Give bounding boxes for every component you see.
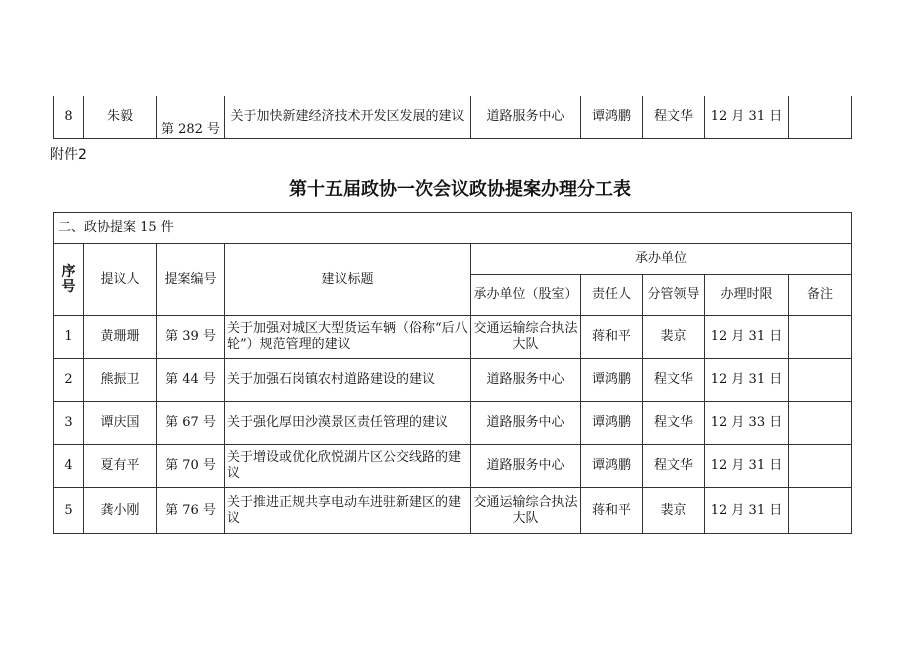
deadline-cell: 12 月 31 日 [705,359,789,402]
proposer-cell: 谭庆国 [84,402,157,445]
header-row [54,244,852,275]
header-person: 责任人 [581,275,643,316]
proposer-cell: 朱毅 [84,96,157,139]
leader-cell: 裴京 [643,316,705,359]
table-row [54,488,852,534]
proposal-table [53,212,852,534]
header-remark: 备注 [789,275,852,316]
person-cell: 谭鸿鹏 [581,445,643,488]
number-cell: 第 44 号 [157,359,225,402]
remark-cell [789,316,852,359]
attachment-label: 附件2 [50,147,87,163]
title-cell: 关于强化厚田沙漠景区责任管理的建议 [225,402,471,445]
seq-cell: 8 [54,96,84,139]
section-row [54,213,852,244]
unit-cell: 道路服务中心 [471,445,581,488]
unit-cell: 交通运输综合执法大队 [471,316,581,359]
table-row [54,445,852,488]
person-cell: 蒋和平 [581,316,643,359]
table-row [54,316,852,359]
seq-cell: 1 [54,316,84,359]
section-label: 二、政协提案 15 件 [54,213,852,244]
title-cell: 关于加强石岗镇农村道路建设的建议 [225,359,471,402]
header-unit: 承办单位（股室） [471,275,581,316]
remark-cell [789,359,852,402]
leader-cell: 程文华 [643,402,705,445]
header-proposer: 提议人 [84,244,157,316]
remark-cell [789,402,852,445]
number-cell: 第 282 号 [157,96,225,139]
remark-cell [789,445,852,488]
table-row [54,359,852,402]
title-cell: 关于增设或优化欣悦湖片区公交线路的建议 [225,445,471,488]
seq-cell: 5 [54,488,84,534]
unit-cell: 道路服务中心 [471,96,581,139]
seq-cell: 4 [54,445,84,488]
page-title: 第十五届政协一次会议政协提案办理分工表 [289,179,631,200]
number-cell: 第 70 号 [157,445,225,488]
deadline-cell: 12 月 31 日 [705,316,789,359]
title-cell: 关于加强对城区大型货运车辆（俗称“后八轮”）规范管理的建议 [225,316,471,359]
seq-cell: 2 [54,359,84,402]
title-cell: 关于推进正规共享电动车进驻新建区的建议 [225,488,471,534]
proposer-cell: 夏有平 [84,445,157,488]
previous-page-table [53,96,852,139]
leader-cell: 程文华 [643,96,705,139]
title-cell: 关于加快新建经济技术开发区发展的建议 [225,96,471,139]
deadline-cell: 12 月 33 日 [705,402,789,445]
person-cell: 谭鸿鹏 [581,359,643,402]
number-cell: 第 76 号 [157,488,225,534]
remark-cell [789,96,852,139]
header-group: 承办单位 [471,244,852,275]
unit-cell: 道路服务中心 [471,402,581,445]
header-deadline: 办理时限 [705,275,789,316]
header-number: 提案编号 [157,244,225,316]
table-row [54,96,852,139]
number-cell: 第 67 号 [157,402,225,445]
unit-cell: 道路服务中心 [471,359,581,402]
deadline-cell: 12 月 31 日 [705,488,789,534]
proposer-cell: 黄珊珊 [84,316,157,359]
proposer-cell: 熊振卫 [84,359,157,402]
deadline-cell: 12 月 31 日 [705,96,789,139]
seq-cell: 3 [54,402,84,445]
table-row [54,402,852,445]
header-seq: 序号 [54,244,84,316]
proposer-cell: 龚小刚 [84,488,157,534]
person-cell: 谭鸿鹏 [581,402,643,445]
leader-cell: 程文华 [643,445,705,488]
unit-cell: 交通运输综合执法大队 [471,488,581,534]
number-cell: 第 39 号 [157,316,225,359]
header-leader: 分管领导 [643,275,705,316]
person-cell: 谭鸿鹏 [581,96,643,139]
header-title: 建议标题 [225,244,471,316]
remark-cell [789,488,852,534]
leader-cell: 裴京 [643,488,705,534]
deadline-cell: 12 月 31 日 [705,445,789,488]
leader-cell: 程文华 [643,359,705,402]
person-cell: 蒋和平 [581,488,643,534]
